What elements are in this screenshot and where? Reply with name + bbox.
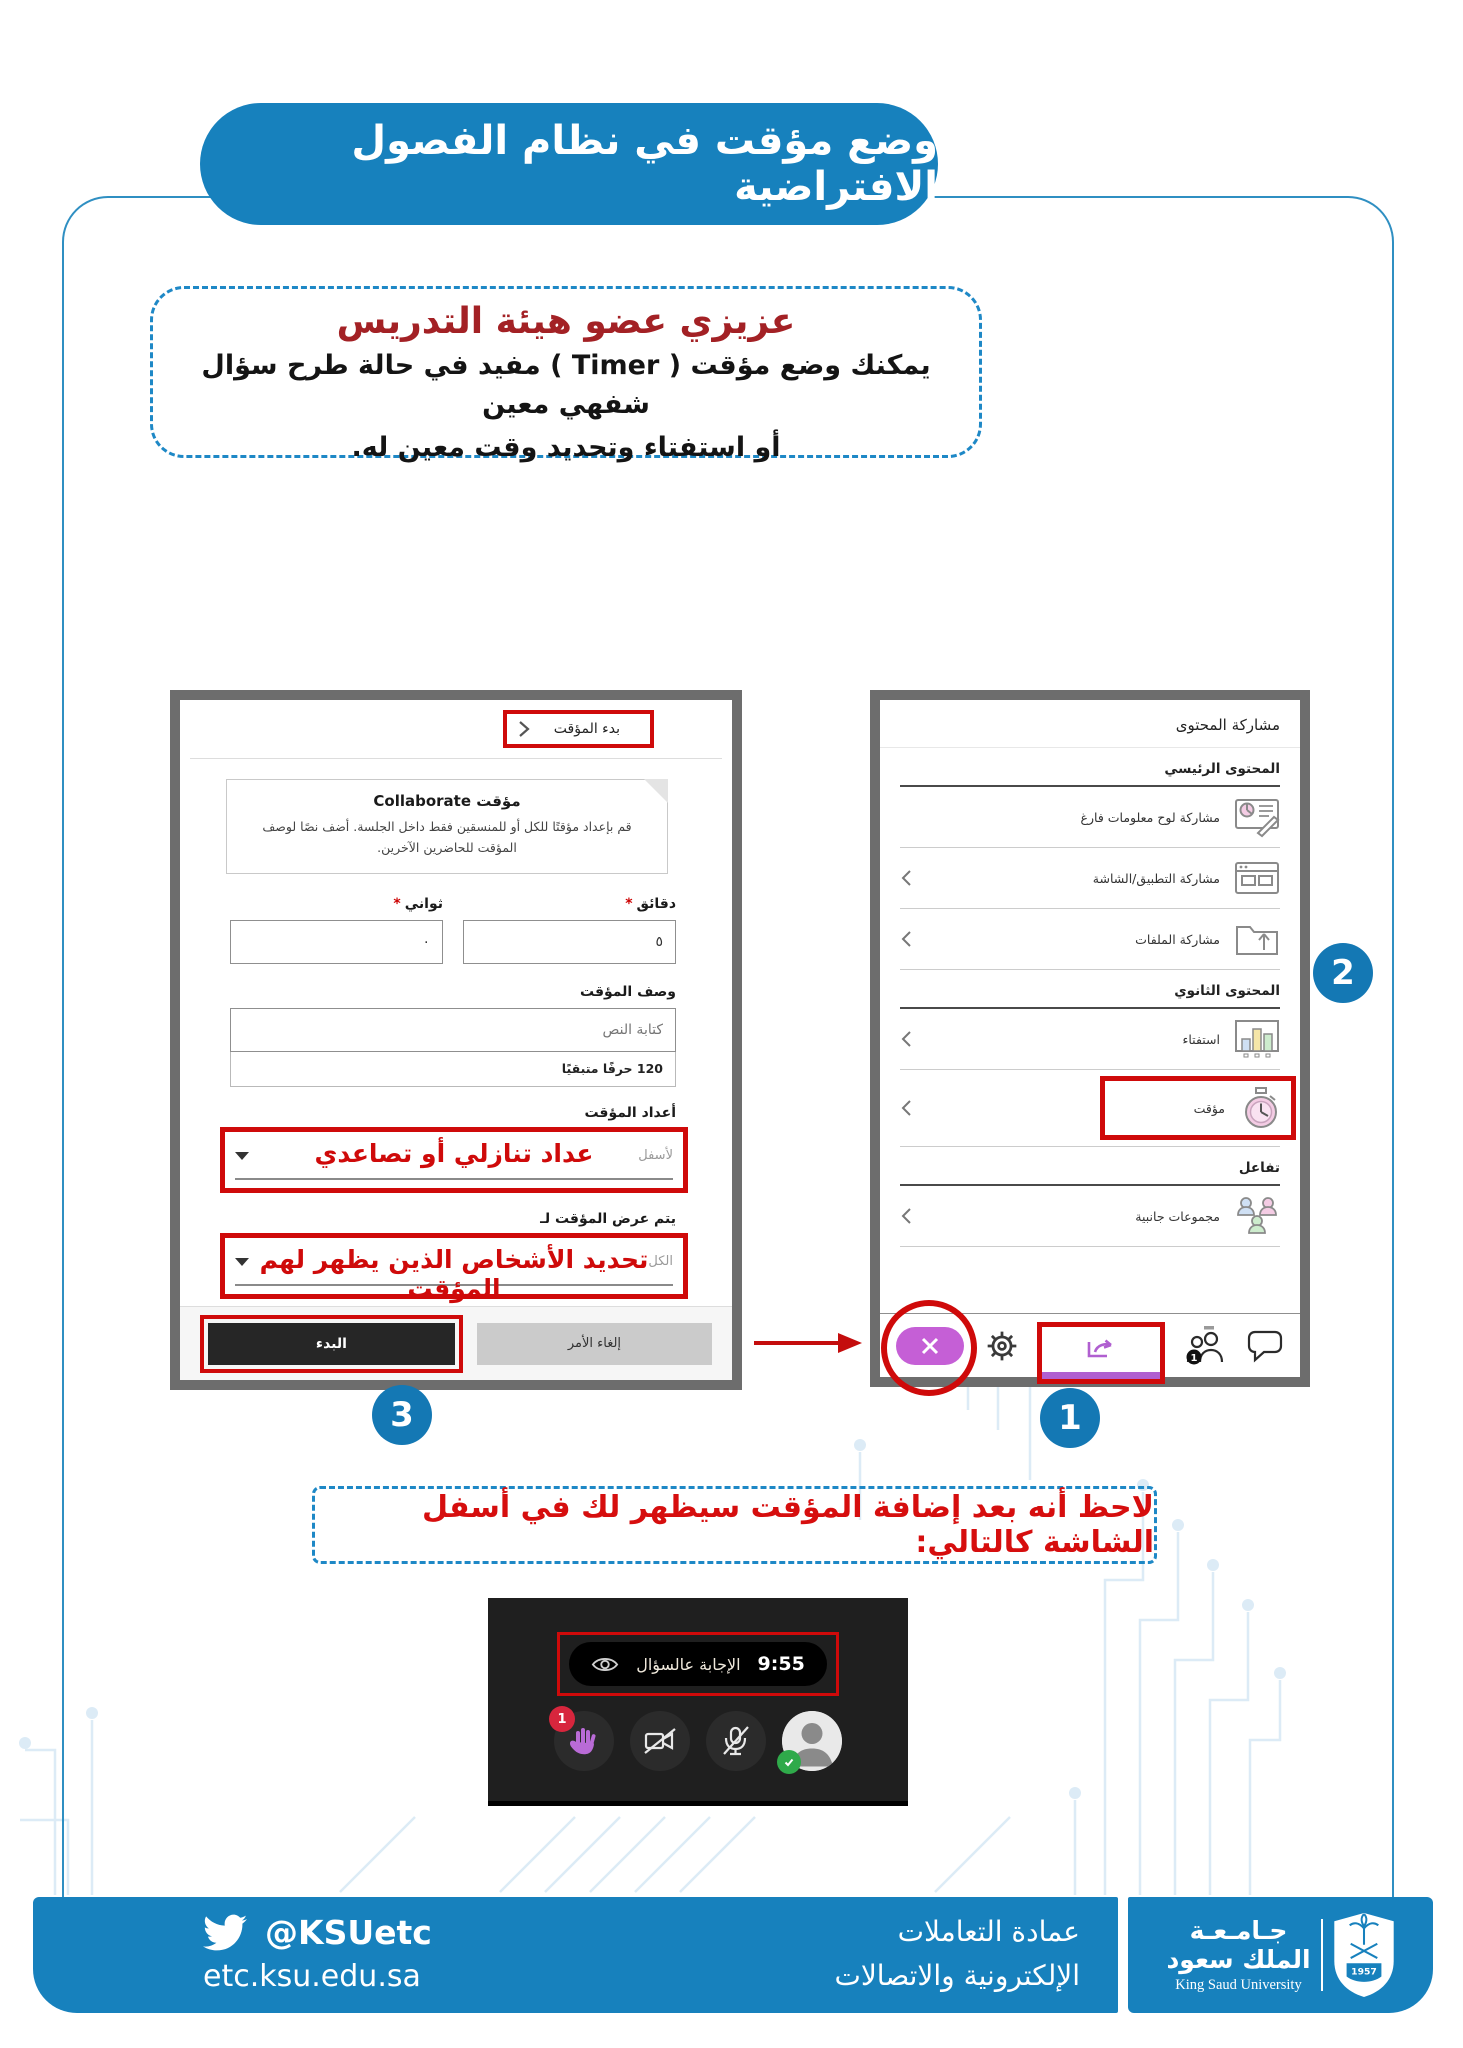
step-badge-3: 3	[372, 1385, 432, 1445]
timer-panel-header	[180, 700, 732, 754]
share-content-icon	[1081, 1334, 1121, 1364]
attendees-icon[interactable]	[1184, 1326, 1228, 1366]
twitter-handle[interactable]: @KSUetc	[265, 1913, 432, 1952]
microphone-off-icon	[721, 1725, 751, 1757]
raised-hand-icon	[568, 1725, 600, 1757]
intro-line-2: أو استفتاء وتحديد وقت معين له.	[351, 432, 781, 464]
minutes-input[interactable]	[463, 920, 676, 964]
timer-display-screenshot	[488, 1598, 908, 1806]
eye-icon[interactable]	[591, 1655, 619, 1674]
required-asterisk: *	[393, 895, 401, 912]
close-panel-button[interactable]	[896, 1327, 964, 1365]
raise-hand-button[interactable]	[554, 1711, 614, 1771]
timer-pill	[569, 1642, 827, 1686]
note-text: لاحظ أنه بعد إضافة المؤقت سيظهر لك في أسفل الشاشة كالتالي:	[422, 1490, 1154, 1560]
share-panel-title: مشاركة المحتوى	[880, 700, 1300, 748]
microphone-off-button[interactable]	[706, 1711, 766, 1771]
share-content-tab-highlight	[1037, 1322, 1165, 1384]
share-content-screenshot	[870, 690, 1310, 1387]
start-button[interactable]: البدء	[208, 1323, 455, 1365]
profile-avatar[interactable]	[782, 1711, 842, 1771]
attendees-count-badge: 1	[1190, 1352, 1197, 1364]
university-name: جـامـعـة الملك سعود King Saud University	[1166, 1916, 1311, 1993]
file-share-icon	[1234, 919, 1280, 959]
counter-direction-highlight	[220, 1127, 688, 1193]
settings-gear-icon[interactable]	[985, 1329, 1019, 1363]
camera-off-button[interactable]	[630, 1711, 690, 1771]
seconds-field	[230, 896, 443, 964]
timer-panel-footer	[180, 1306, 732, 1380]
timer-description-text: الإجابة عالسؤال	[636, 1654, 741, 1674]
timer-settings-screenshot	[170, 690, 742, 1390]
intro-box	[150, 286, 982, 464]
share-content-tab[interactable]	[1042, 1327, 1160, 1379]
section-secondary-content: المحتوى الثانوي	[1174, 983, 1280, 999]
menu-item-share-whiteboard[interactable]: مشاركة لوح معلومات فارغ	[880, 787, 1300, 847]
twitter-icon	[203, 1914, 247, 1952]
seconds-input[interactable]	[230, 920, 443, 964]
logo-divider	[1321, 1919, 1323, 1991]
collaborate-toolbar	[880, 1313, 1300, 1377]
menu-item-timer[interactable]	[880, 1070, 1300, 1146]
check-icon	[783, 1756, 795, 1768]
folded-corner	[644, 779, 668, 803]
menu-item-share-files[interactable]: مشاركة الملفات	[880, 909, 1300, 969]
collaborate-timer-info-card	[226, 779, 668, 874]
av-controls-row	[554, 1711, 842, 1771]
timer-visibility-annotation: تحديد الأشخاص الذين يظهر لهم المؤقت	[259, 1244, 649, 1303]
timer-visibility-highlight	[220, 1233, 688, 1303]
timer-description-label: وصف المؤقت	[580, 983, 676, 1000]
cancel-button[interactable]: إلغاء الأمر	[477, 1323, 712, 1365]
red-arrow	[752, 1330, 864, 1356]
chevron-left-icon	[900, 929, 913, 949]
start-timer-header-highlight	[503, 710, 654, 748]
chat-icon[interactable]	[1246, 1329, 1284, 1363]
counter-direction-value: لأسفل	[638, 1148, 673, 1163]
menu-item-breakout-groups[interactable]: مجموعات جانبية	[880, 1186, 1300, 1246]
chevron-right-icon	[517, 719, 530, 739]
status-check-badge	[777, 1750, 801, 1774]
website-link[interactable]: etc.ksu.edu.sa	[203, 1959, 421, 1994]
close-panel-wrap	[896, 1327, 966, 1365]
footer-bar	[33, 1897, 1118, 2013]
chevron-left-icon	[900, 868, 913, 888]
timer-item-highlight: مؤقت	[1100, 1076, 1296, 1140]
chevron-left-icon	[900, 1029, 913, 1049]
timer-visibility-label: يتم عرض المؤقت لـ	[540, 1210, 676, 1227]
section-primary-content: المحتوى الرئيسي	[1164, 761, 1280, 777]
close-icon	[920, 1336, 940, 1356]
start-button-highlight	[200, 1315, 463, 1373]
timer-visibility-value: الكل	[648, 1254, 673, 1269]
divider	[190, 758, 722, 759]
polling-icon	[1234, 1019, 1280, 1059]
counter-direction-annotation: عداد تنازلي أو تصاعدي	[314, 1138, 594, 1168]
section-interact: تفاعل	[1238, 1160, 1280, 1176]
intro-heading: عزيزي عضو هيئة التدريس	[336, 301, 796, 342]
intro-line-1: يمكنك وضع مؤقت ( Timer ) مفيد في حالة طرح سؤال شفهي معين	[201, 350, 931, 421]
required-asterisk: *	[625, 895, 633, 912]
chevron-left-icon	[900, 1098, 913, 1118]
info-card-title: مؤقت Collaborate	[373, 792, 521, 810]
hand-raised-count-badge: 1	[549, 1706, 575, 1732]
page-title: وضع مؤقت في نظام الفصول الافتراضية	[351, 118, 938, 210]
counter-direction-label: أعداد المؤقت	[584, 1104, 676, 1121]
characters-remaining: 120 حرفًا متبقيًا	[230, 1051, 676, 1087]
emblem-year: 1957	[1350, 1966, 1377, 1978]
start-timer-header-label[interactable]: بدء المؤقت	[553, 721, 620, 737]
chevron-left-icon	[900, 1206, 913, 1226]
camera-off-icon	[643, 1727, 677, 1755]
step-badge-1: 1	[1040, 1388, 1100, 1448]
timer-countdown-value: 9:55	[757, 1653, 805, 1675]
minutes-label: دقائق*	[625, 895, 676, 912]
whiteboard-icon	[1234, 796, 1280, 838]
timer-pill-highlight	[557, 1632, 839, 1696]
page-title-banner	[200, 103, 938, 225]
info-card-body: قم بإعداد مؤقتًا للكل أو للمنسقين فقط داخل الجلسة. أضف نصًا لوصف المؤقت للحاضرين الآخرين.	[262, 819, 632, 856]
divider	[900, 1246, 1280, 1247]
seconds-label: ثواني*	[393, 895, 443, 912]
breakout-groups-icon	[1234, 1195, 1280, 1237]
menu-item-polling[interactable]: استفتاء	[880, 1009, 1300, 1069]
minutes-field	[463, 896, 676, 964]
university-logo-block	[1128, 1897, 1433, 2013]
note-box	[312, 1486, 1157, 1564]
step-badge-2: 2	[1313, 943, 1373, 1003]
ksu-emblem-icon	[1333, 1912, 1395, 1998]
timer-description-input[interactable]	[230, 1008, 676, 1052]
screen-share-icon	[1234, 859, 1280, 897]
menu-item-share-application[interactable]: مشاركة التطبيق/الشاشة	[880, 848, 1300, 908]
deanship-name: عمادة التعاملات الإلكترونية والاتصالات	[834, 1915, 1080, 1993]
timer-icon	[1239, 1086, 1283, 1130]
